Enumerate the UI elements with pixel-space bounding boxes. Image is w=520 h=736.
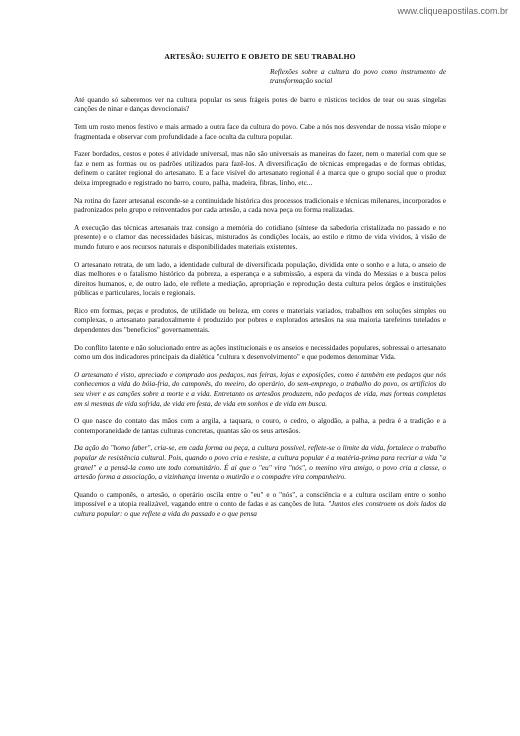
- italic-paragraph: Da ação do "homo faber", cria-se, em cada forma ou peça, a cultura possível, reflete-se o limite da vida, fortalece o trabalho popular de resistência cultural. Pois, quando o povo cria e resiste, a cultura popular é a matéria-prima para recriar a vida "a granel" e a pensá-la como um todo comunitário. É aí que o "eu" vira "nós", o menino vira amigo, o povo cria a classe, o artesão forma a associação, a vizinhança inventa o mutirão e o compadre vira companheiro.: [74, 443, 446, 482]
- document-title: ARTESÃO: SUJEITO E OBJETO DE SEU TRABALHO: [164, 52, 356, 61]
- paragraph: O que nasce do contato das mãos com a argila, a taquara, o couro, o cedro, o algodão, a palha, a pedra é a tradição e a contemporaneidade de tantas culturas concretas, quantas são os seus artesãos.: [74, 416, 446, 435]
- paragraph: Tem um rosto menos festivo e mais armado a outra face da cultura do povo. Cabe a nós nos desvendar de nossa visão míope e fragmentada e observar com profundidade a face oculta da cultura popular.: [74, 121, 446, 141]
- document-page: [74, 52, 446, 519]
- paragraph-text: Quando o camponês, o artesão, o operário oscila entre o "eu" e o "nós", a consciência e a cultura oscilam entre o sonho impossível e a utopia realizável, vagando entre o conto de fadas e as canções de luta.: [74, 489, 446, 509]
- paragraph: A execução das técnicas artesanais traz consigo a memória do cotidiano (síntese da sabedoria cristalizada no passado e no presente) e o clamor das necessidades básicas, misturados às condições locais, ao estilo e ritmo de vida vividos, à visão de mundo futuro e aos recursos naturais e disponibilidades materiais existentes.: [74, 222, 446, 251]
- italic-paragraph: O artesanato é visto, apreciado e comprado aos pedaços, nas feiras, lojas e exposições, como é também em pedaços que nós conhecemos a vida do bóia-fria, do camponês, do meeiro, do operário, do sem-emprego, o trabalho do povo, os artifícios do seu viver e as canções sobre a morte e a vida. Entretanto os artesãos produzem, não pedaços de vida, mas formas completas em si mesmas de vida sofrida, de vida em festa, de vida em sonhos e de vida em busca.: [74, 369, 446, 408]
- paragraph: Na rotina do fazer artesanal esconde-se a continuidade histórica dos processos tradicionais e técnicas milenares, incorporados e padronizados pelo grupo e reinventados por cada artesão, a cada nova peça ou forma realizadas.: [74, 195, 446, 215]
- paragraph: O artesanato retrata, de um lado, a identidade cultural de diversificada população, dividida ente o sonho e a luta, o anseio de dias melhores e o fatalismo histórico da pobreza, a esperança e a submissão, a espera da vinda do Messias e a busca pelos direitos humanos, e, de outro lado, ele reflete a mediação, apropriação e reprodução desta cultura pelos órgãos e instituições públicas e particulares, locais e regionais.: [74, 259, 446, 298]
- epigraph: Reflexões sobre a cultura do povo como instrumento de transformação social: [270, 66, 446, 86]
- paragraph: Fazer bordados, cestos e potes é atividade universal, mas não são universais as maneiras do fazer, nem o material com que se faz e nem as formas ou os padrões utilizados para fazê-los. A diversificação de técnicas empregadas e de formas obtidas, definem o caráter regional do artesanato. E a face visível do artesanato regional é a marca que o grupo social que o produz deixa impregnado e registrado no barro, couro, palha, madeira, fibras, linho, etc...: [74, 149, 446, 187]
- site-url: www.cliqueapostilas.com.br: [397, 6, 508, 16]
- paragraph: [74, 490, 446, 519]
- italic-quote: "Juntos eles constroem os dois lados da cultura popular: o que reflete a vida do passado e o que pensa: [74, 499, 447, 518]
- paragraph: Até quando só saberemos ver na cultura popular os seus frágeis potes de barro e rústicos tecidos de tear ou suas singelas canções de ninar e danças devocionais?: [74, 94, 446, 114]
- paragraph: Rico em formas, peças e produtos, de utilidade ou beleza, em cores e materiais variados, trabalhos em soluções simples ou complexas, o artesanato paradoxalmente é produzido por pobres e explorados artesãos na sua maioria tarefeiros tutelados e dependentes dos "benefícios" governamentais.: [74, 305, 446, 335]
- paragraph: Do conflito latente e não solucionado entre as ações institucionais e os anseios e necessidades populares, sobressai o artesanato como um dos indicadores principais da dialética "cultura x desenvolvimento" e que podemos denominar Vida.: [74, 342, 446, 362]
